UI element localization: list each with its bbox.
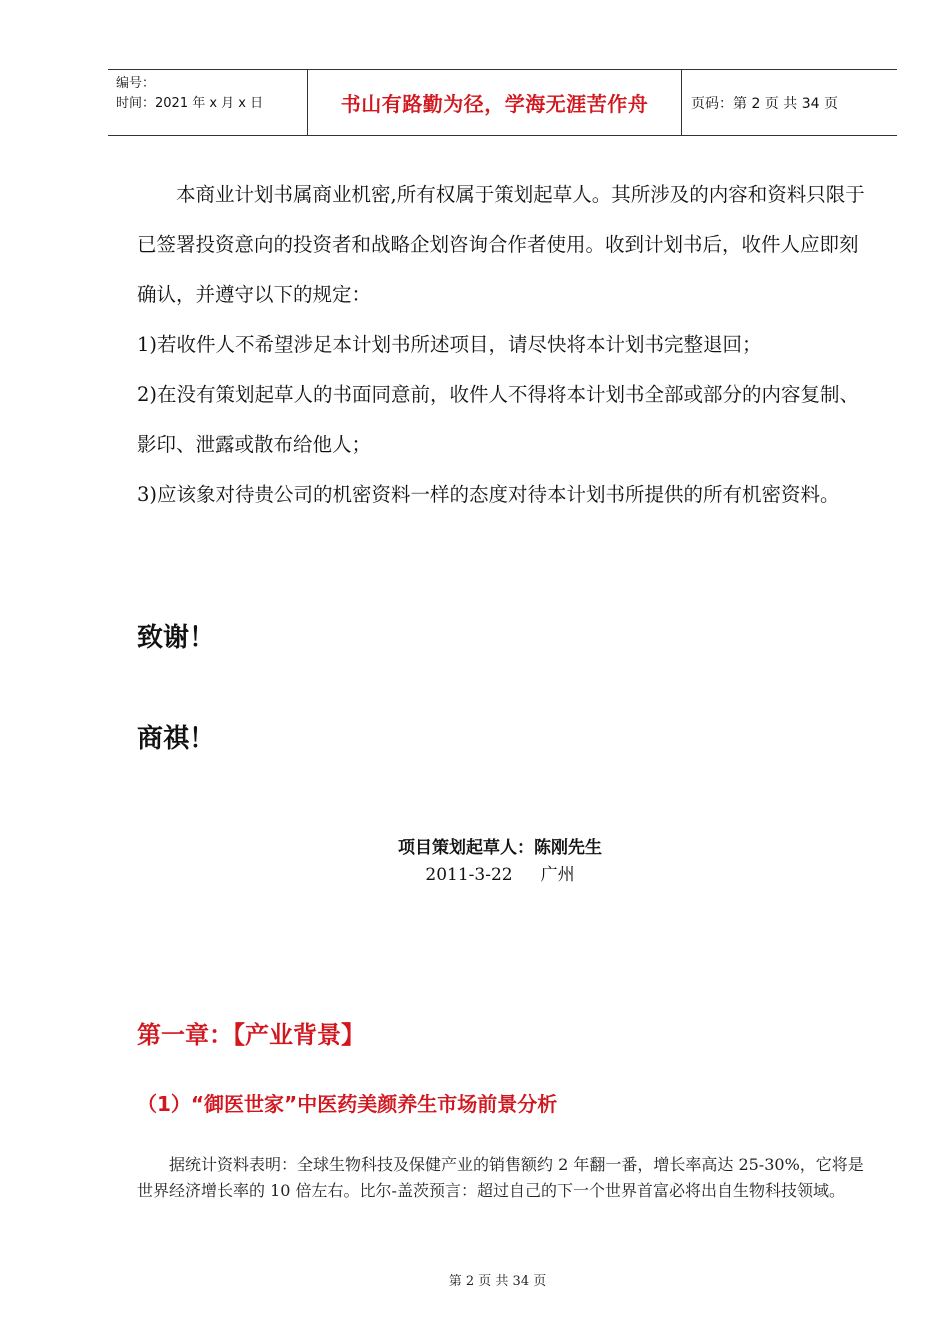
header-page-cell	[682, 70, 897, 135]
section-title: （1）“御医世家”中医药美颜养生市场前景分析	[137, 1092, 558, 1116]
section-paragraph: 据统计资料表明：全球生物科技及保健产业的销售额约 2 年翻一番，增长率高达 25-30%，它将是世界经济增长率的 10 倍左右。比尔-盖茨预言：超过自己的下一个世界首富必将出自生物科技领域。	[137, 1155, 864, 1200]
document-number-label: 编号：	[116, 76, 156, 91]
section-body	[137, 1152, 872, 1204]
date-place-line	[350, 860, 650, 885]
header-motto: 书山有路勤为径，学海无涯苦作舟	[340, 92, 649, 116]
signer-line: 项目策划起草人：陈刚先生	[398, 838, 602, 858]
thanks-text: 致谢！	[137, 623, 216, 653]
notice-paragraph: 本商业计划书属商业机密,所有权属于策划起草人。其所涉及的内容和资料只限于已签署投资意向的投资者和战略企划咨询合作者使用。收到计划书后，收件人应即刻确认，并遵守以下的规定：	[137, 183, 865, 306]
chapter-title: 第一章：【产业背景】	[137, 1021, 365, 1049]
header-page-code: 页码：第 2 页 共 34 页	[691, 95, 838, 112]
header-motto-cell	[308, 70, 682, 135]
regards-text: 商祺！	[137, 724, 216, 754]
page-footer: 第 2 页 共 34 页	[448, 1274, 547, 1289]
notice-rule-3: 3)应该象对待贵公司的机密资料一样的态度对待本计划书所提供的所有机密资料。	[137, 483, 840, 506]
sign-place: 广州	[540, 865, 575, 885]
notice-rule-1: 1)若收件人不希望涉足本计划书所述项目，请尽快将本计划书完整退回；	[137, 333, 762, 356]
header-meta-cell	[108, 70, 308, 135]
confidentiality-notice	[137, 170, 877, 520]
page-header	[108, 69, 897, 136]
document-time-label: 时间：2021 年 x 月 x 日	[116, 96, 264, 111]
sign-date: 2011-3-22	[425, 865, 513, 885]
notice-rule-2: 2)在没有策划起草人的书面同意前，收件人不得将本计划书全部或部分的内容复制、影印、泄露或散布给他人；	[137, 383, 860, 456]
